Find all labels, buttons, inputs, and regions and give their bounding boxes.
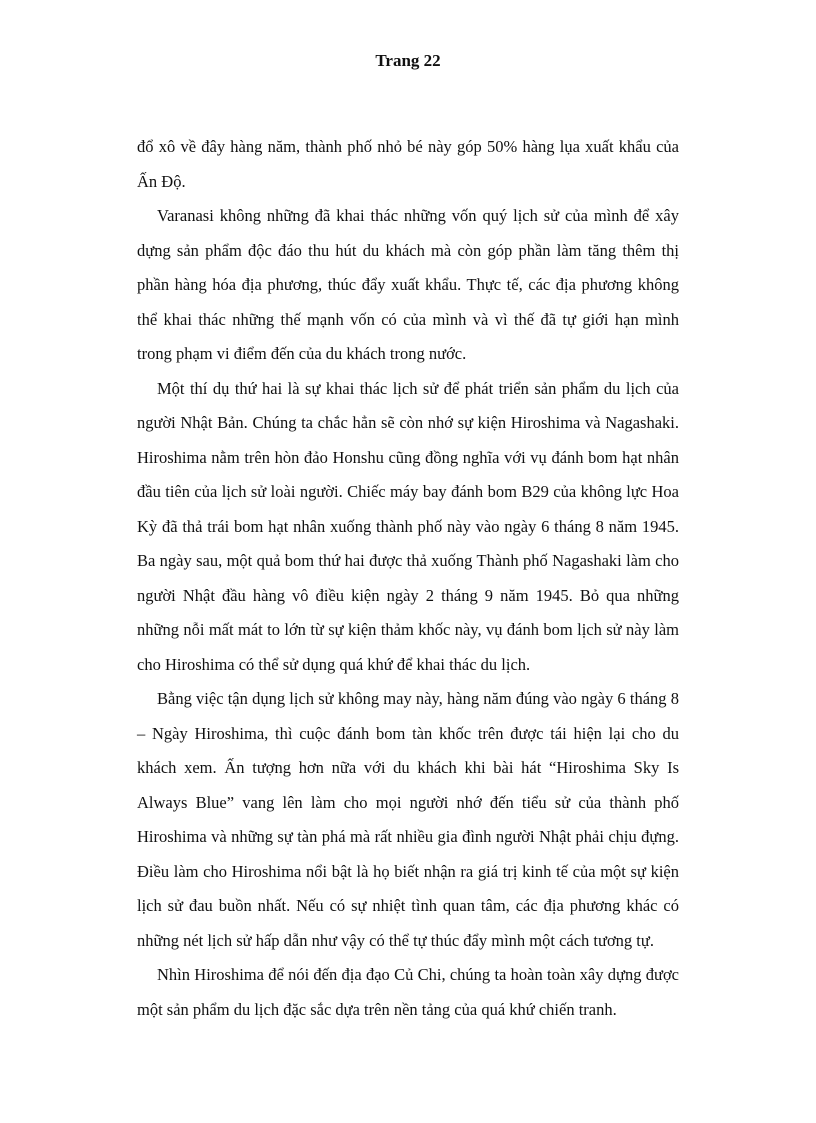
paragraph-varanasi: Varanasi không những đã khai thác những vốn quý lịch sử của mình để xây dựng sản phẩm độc đáo thu hút du khách mà còn góp phần làm tăng thêm thị phần hàng hóa địa phương, thúc đẩy xuất khẩu. Thực tế, các địa phương không thể khai thác những thế mạnh vốn có của mình và vì thế đã tự giới hạn mình trong phạm vi điểm đến của du khách trong nước. <box>137 206 679 363</box>
body-text <box>137 130 679 1027</box>
page-number-header: Trang 22 <box>375 51 441 70</box>
paragraph-continuation: đổ xô về đây hàng năm, thành phố nhỏ bé này góp 50% hàng lụa xuất khẩu của Ấn Độ. <box>137 137 679 191</box>
paragraph-cu-chi: Nhìn Hiroshima để nói đến địa đạo Củ Chi, chúng ta hoàn toàn xây dựng được một sản phẩm du lịch đặc sắc dựa trên nền tảng của quá khứ chiến tranh. <box>137 965 679 1019</box>
paragraph-hiroshima-example: Một thí dụ thứ hai là sự khai thác lịch sử để phát triển sản phẩm du lịch của người Nhật Bản. Chúng ta chắc hẳn sẽ còn nhớ sự kiện Hiroshima và Nagashaki. Hiroshima nằm trên hòn đảo Honshu cũng đồng nghĩa với vụ đánh bom hạt nhân đầu tiên của lịch sử loài người. Chiếc máy bay đánh bom B29 của không lực Hoa Kỳ đã thả trái bom hạt nhân xuống thành phố này vào ngày 6 tháng 8 năm 1945. Ba ngày sau, một quả bom thứ hai được thả xuống Thành phố Nagashaki làm cho người Nhật đầu hàng vô điều kiện ngày 2 tháng 9 năm 1945. Bỏ qua những những nỗi mất mát to lớn từ sự kiện thảm khốc này, vụ đánh bom lịch sử này làm cho Hiroshima có thể sử dụng quá khứ để khai thác du lịch. <box>137 378 679 674</box>
paragraph-hiroshima-day: Bằng việc tận dụng lịch sử không may này, hàng năm đúng vào ngày 6 tháng 8 – Ngày Hiroshima, thì cuộc đánh bom tàn khốc trên được tái hiện lại cho du khách xem. Ấn tượng hơn nữa với du khách khi bài hát “Hiroshima Sky Is Always Blue” vang lên làm cho mọi người nhớ đến tiểu sử của thành phố Hiroshima và những sự tàn phá mà rất nhiều gia đình người Nhật phải chịu đựng. Điều làm cho Hiroshima nổi bật là họ biết nhận ra giá trị kinh tế của một sự kiện lịch sử đau buồn nhất. Nếu có sự nhiệt tình quan tâm, các địa phương khác có những nét lịch sử hấp dẫn như vậy có thể tự thúc đẩy mình một cách tương tự. <box>137 689 679 950</box>
